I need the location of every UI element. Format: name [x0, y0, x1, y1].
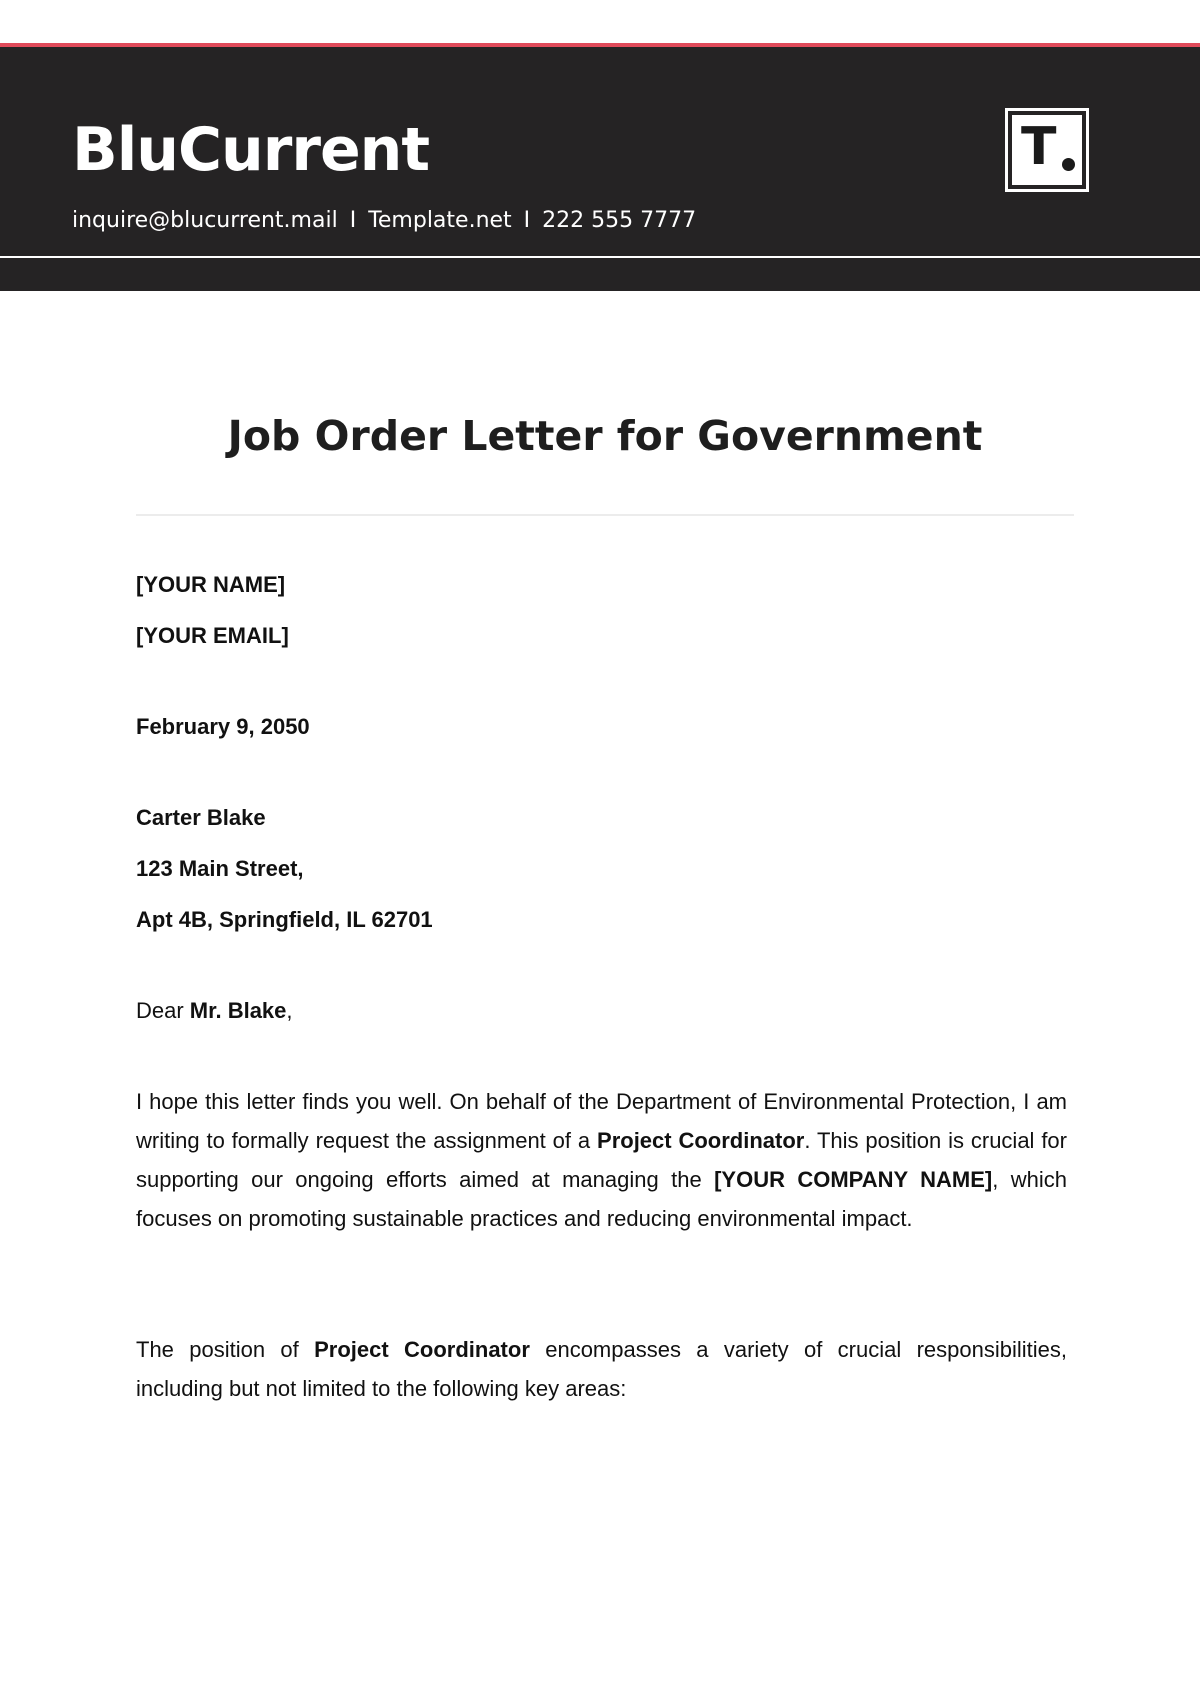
- logo-dot: [1062, 158, 1075, 171]
- contact-separator: I: [523, 208, 531, 233]
- salutation-prefix: Dear: [136, 998, 190, 1023]
- sender-name: [YOUR NAME]: [136, 572, 286, 597]
- letterhead: [0, 47, 1200, 291]
- logo-letter: T: [1021, 117, 1057, 177]
- paragraph-text: , which focuses on promoting sustainable practices and reducing environmental impact.: [136, 1167, 1067, 1231]
- salutation-name: Mr. Blake: [189, 998, 287, 1023]
- logo-mark: [1012, 115, 1082, 185]
- contact-separator: I: [349, 208, 357, 233]
- body-paragraph-2: [136, 1330, 1067, 1408]
- salutation: [136, 998, 293, 1024]
- position-title: Project Coordinator: [597, 1128, 805, 1153]
- header-divider: [0, 256, 1200, 258]
- recipient-address-line-1: 123 Main Street,: [136, 856, 304, 881]
- body-paragraph-1: [136, 1082, 1067, 1238]
- contact-email: inquire@blucurrent.mail: [72, 208, 338, 233]
- sender-email: [YOUR EMAIL]: [136, 623, 289, 648]
- contact-website: Template.net: [368, 208, 512, 233]
- document-title: Job Order Letter for Government: [227, 412, 983, 460]
- company-name: BluCurrent: [72, 115, 430, 185]
- company-placeholder: [YOUR COMPANY NAME]: [714, 1167, 993, 1192]
- template-logo-icon: [1005, 108, 1089, 192]
- recipient-address-line-2: Apt 4B, Springfield, IL 62701: [136, 907, 433, 932]
- paragraph-text: I hope this letter finds you well. On behalf of the Department of Environmental Protection, I am writing to formally request the assignment of a: [136, 1089, 1067, 1153]
- contact-phone: 222 555 7777: [542, 208, 697, 233]
- salutation-suffix: ,: [286, 998, 293, 1023]
- recipient-name: Carter Blake: [136, 805, 266, 830]
- position-title: Project Coordinator: [314, 1337, 530, 1362]
- paragraph-text: encompasses a variety of crucial responsibilities, including but not limited to the following key areas:: [136, 1337, 1067, 1401]
- paragraph-text: The position of: [136, 1337, 315, 1362]
- paragraph-text: . This position is crucial for supporting our ongoing efforts aimed at managing the: [136, 1128, 1067, 1192]
- title-divider: [136, 514, 1074, 516]
- letter-date: February 9, 2050: [136, 714, 310, 739]
- contact-info: [72, 210, 696, 232]
